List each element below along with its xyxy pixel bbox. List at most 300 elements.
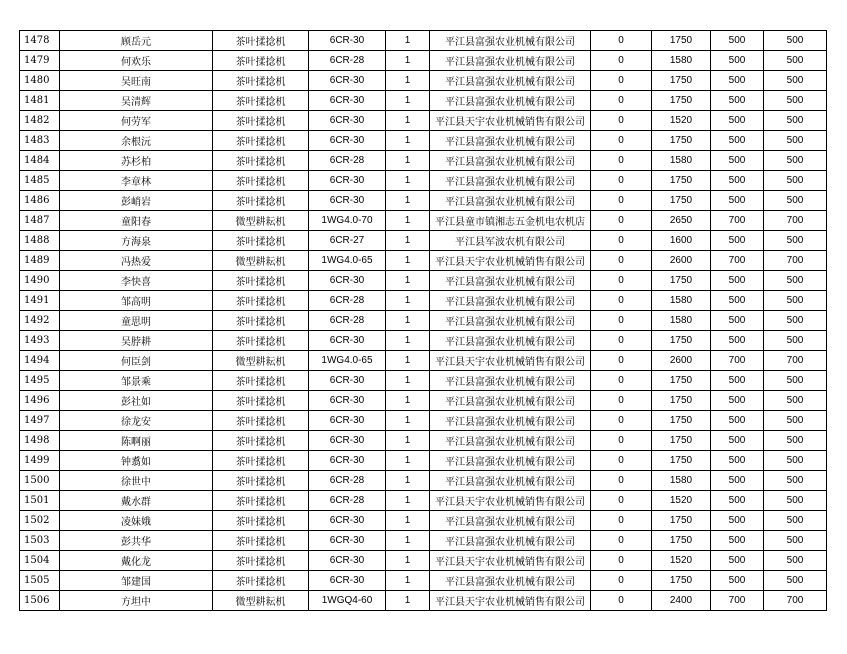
quantity-cell: 1 (386, 211, 430, 231)
table-row (20, 71, 827, 91)
value-cell-1: 0 (591, 191, 652, 211)
value-cell-1: 0 (591, 451, 652, 471)
applicant-name-cell: 陈啊丽 (60, 431, 213, 451)
row-id-cell: 1489 (20, 251, 60, 271)
row-id-cell: 1491 (20, 291, 60, 311)
value-cell-4: 500 (764, 171, 827, 191)
quantity-cell: 1 (386, 511, 430, 531)
value-cell-2: 1580 (652, 51, 711, 71)
dealer-cell: 平江县富强农业机械有限公司 (430, 271, 591, 291)
value-cell-4: 500 (764, 231, 827, 251)
value-cell-1: 0 (591, 511, 652, 531)
value-cell-1: 0 (591, 491, 652, 511)
value-cell-4: 500 (764, 271, 827, 291)
row-id-cell: 1495 (20, 371, 60, 391)
row-id-cell: 1505 (20, 571, 60, 591)
value-cell-4: 500 (764, 491, 827, 511)
value-cell-4: 500 (764, 531, 827, 551)
value-cell-3: 500 (711, 231, 764, 251)
value-cell-2: 1520 (652, 111, 711, 131)
value-cell-3: 500 (711, 551, 764, 571)
value-cell-4: 700 (764, 211, 827, 231)
machine-model-cell: 6CR-30 (309, 511, 386, 531)
value-cell-1: 0 (591, 591, 652, 611)
value-cell-3: 500 (711, 511, 764, 531)
row-id-cell: 1494 (20, 351, 60, 371)
dealer-cell: 平江县天宇农业机械销售有限公司 (430, 491, 591, 511)
value-cell-4: 500 (764, 571, 827, 591)
dealer-cell: 平江县天宇农业机械销售有限公司 (430, 251, 591, 271)
value-cell-1: 0 (591, 531, 652, 551)
machine-model-cell: 6CR-28 (309, 311, 386, 331)
applicant-name-cell: 彭峭岩 (60, 191, 213, 211)
value-cell-2: 1750 (652, 531, 711, 551)
machine-type-cell: 茶叶揉捻机 (213, 391, 309, 411)
quantity-cell: 1 (386, 91, 430, 111)
applicant-name-cell: 戴水群 (60, 491, 213, 511)
applicant-name-cell: 何欢乐 (60, 51, 213, 71)
value-cell-3: 500 (711, 471, 764, 491)
value-cell-3: 500 (711, 171, 764, 191)
table-row (20, 291, 827, 311)
value-cell-1: 0 (591, 471, 652, 491)
value-cell-1: 0 (591, 371, 652, 391)
dealer-cell: 平江县富强农业机械有限公司 (430, 331, 591, 351)
applicant-name-cell: 彭社如 (60, 391, 213, 411)
row-id-cell: 1490 (20, 271, 60, 291)
row-id-cell: 1481 (20, 91, 60, 111)
dealer-cell: 平江县天宇农业机械销售有限公司 (430, 351, 591, 371)
value-cell-3: 500 (711, 451, 764, 471)
quantity-cell: 1 (386, 71, 430, 91)
quantity-cell: 1 (386, 131, 430, 151)
dealer-cell: 平江县富强农业机械有限公司 (430, 431, 591, 451)
machine-model-cell: 1WGQ4-60 (309, 591, 386, 611)
value-cell-4: 500 (764, 391, 827, 411)
value-cell-3: 500 (711, 431, 764, 451)
value-cell-1: 0 (591, 551, 652, 571)
dealer-cell: 平江县富强农业机械有限公司 (430, 151, 591, 171)
quantity-cell: 1 (386, 271, 430, 291)
table-row (20, 271, 827, 291)
value-cell-1: 0 (591, 351, 652, 371)
value-cell-1: 0 (591, 151, 652, 171)
quantity-cell: 1 (386, 351, 430, 371)
value-cell-3: 700 (711, 591, 764, 611)
value-cell-2: 2600 (652, 251, 711, 271)
quantity-cell: 1 (386, 291, 430, 311)
value-cell-1: 0 (591, 31, 652, 51)
value-cell-1: 0 (591, 411, 652, 431)
machine-type-cell: 茶叶揉捻机 (213, 231, 309, 251)
value-cell-2: 1750 (652, 191, 711, 211)
value-cell-2: 1750 (652, 131, 711, 151)
machine-type-cell: 茶叶揉捻机 (213, 31, 309, 51)
value-cell-3: 500 (711, 31, 764, 51)
row-id-cell: 1497 (20, 411, 60, 431)
machine-type-cell: 茶叶揉捻机 (213, 371, 309, 391)
value-cell-4: 500 (764, 411, 827, 431)
value-cell-3: 500 (711, 391, 764, 411)
quantity-cell: 1 (386, 311, 430, 331)
applicant-name-cell: 余根沅 (60, 131, 213, 151)
value-cell-1: 0 (591, 331, 652, 351)
applicant-name-cell: 徐世中 (60, 471, 213, 491)
dealer-cell: 平江县富强农业机械有限公司 (430, 171, 591, 191)
machine-model-cell: 6CR-28 (309, 291, 386, 311)
value-cell-2: 2600 (652, 351, 711, 371)
table-row (20, 511, 827, 531)
machine-type-cell: 茶叶揉捻机 (213, 511, 309, 531)
value-cell-2: 1580 (652, 151, 711, 171)
row-id-cell: 1502 (20, 511, 60, 531)
value-cell-4: 500 (764, 371, 827, 391)
applicant-name-cell: 李快喜 (60, 271, 213, 291)
value-cell-1: 0 (591, 571, 652, 591)
value-cell-4: 700 (764, 351, 827, 371)
value-cell-4: 500 (764, 311, 827, 331)
applicant-name-cell: 方海泉 (60, 231, 213, 251)
quantity-cell: 1 (386, 551, 430, 571)
row-id-cell: 1496 (20, 391, 60, 411)
table-row (20, 311, 827, 331)
quantity-cell: 1 (386, 391, 430, 411)
quantity-cell: 1 (386, 591, 430, 611)
table-row (20, 451, 827, 471)
value-cell-2: 1750 (652, 71, 711, 91)
machine-model-cell: 6CR-30 (309, 451, 386, 471)
value-cell-4: 500 (764, 91, 827, 111)
value-cell-3: 500 (711, 191, 764, 211)
quantity-cell: 1 (386, 31, 430, 51)
table-row (20, 131, 827, 151)
machine-type-cell: 茶叶揉捻机 (213, 151, 309, 171)
machine-type-cell: 茶叶揉捻机 (213, 191, 309, 211)
dealer-cell: 平江县童市镇湘志五金机电农机店 (430, 211, 591, 231)
row-id-cell: 1500 (20, 471, 60, 491)
value-cell-2: 1520 (652, 551, 711, 571)
table-row (20, 371, 827, 391)
machine-type-cell: 茶叶揉捻机 (213, 471, 309, 491)
machine-type-cell: 茶叶揉捻机 (213, 291, 309, 311)
value-cell-2: 2400 (652, 591, 711, 611)
row-id-cell: 1499 (20, 451, 60, 471)
value-cell-4: 700 (764, 251, 827, 271)
applicant-name-cell: 童思明 (60, 311, 213, 331)
value-cell-2: 1750 (652, 571, 711, 591)
machine-model-cell: 6CR-30 (309, 411, 386, 431)
dealer-cell: 平江县天宇农业机械销售有限公司 (430, 111, 591, 131)
value-cell-4: 500 (764, 31, 827, 51)
machine-model-cell: 6CR-30 (309, 531, 386, 551)
value-cell-3: 500 (711, 71, 764, 91)
value-cell-1: 0 (591, 131, 652, 151)
dealer-cell: 平江县富强农业机械有限公司 (430, 391, 591, 411)
value-cell-4: 500 (764, 151, 827, 171)
value-cell-4: 500 (764, 431, 827, 451)
dealer-cell: 平江县富强农业机械有限公司 (430, 451, 591, 471)
row-id-cell: 1482 (20, 111, 60, 131)
value-cell-1: 0 (591, 431, 652, 451)
machine-type-cell: 茶叶揉捻机 (213, 51, 309, 71)
machine-type-cell: 茶叶揉捻机 (213, 491, 309, 511)
table-row (20, 51, 827, 71)
value-cell-1: 0 (591, 51, 652, 71)
value-cell-3: 500 (711, 331, 764, 351)
applicant-name-cell: 邹高明 (60, 291, 213, 311)
table-row (20, 91, 827, 111)
table-row (20, 171, 827, 191)
value-cell-3: 500 (711, 271, 764, 291)
quantity-cell: 1 (386, 171, 430, 191)
table-row (20, 111, 827, 131)
quantity-cell: 1 (386, 231, 430, 251)
machine-type-cell: 茶叶揉捻机 (213, 91, 309, 111)
machine-type-cell: 茶叶揉捻机 (213, 551, 309, 571)
value-cell-1: 0 (591, 271, 652, 291)
value-cell-1: 0 (591, 311, 652, 331)
value-cell-1: 0 (591, 171, 652, 191)
table-row (20, 391, 827, 411)
dealer-cell: 平江县富强农业机械有限公司 (430, 131, 591, 151)
value-cell-2: 1750 (652, 331, 711, 351)
applicant-name-cell: 何劳军 (60, 111, 213, 131)
value-cell-3: 500 (711, 111, 764, 131)
applicant-name-cell: 方坦中 (60, 591, 213, 611)
dealer-cell: 平江县富强农业机械有限公司 (430, 291, 591, 311)
table-row (20, 551, 827, 571)
table-row (20, 531, 827, 551)
quantity-cell: 1 (386, 471, 430, 491)
applicant-name-cell: 吴旺南 (60, 71, 213, 91)
machine-model-cell: 6CR-30 (309, 551, 386, 571)
quantity-cell: 1 (386, 491, 430, 511)
machine-type-cell: 微型耕耘机 (213, 211, 309, 231)
value-cell-2: 1750 (652, 271, 711, 291)
applicant-name-cell: 邹建国 (60, 571, 213, 591)
machine-model-cell: 1WG4.0-65 (309, 251, 386, 271)
dealer-cell: 平江县富强农业机械有限公司 (430, 191, 591, 211)
machine-type-cell: 茶叶揉捻机 (213, 451, 309, 471)
row-id-cell: 1483 (20, 131, 60, 151)
value-cell-4: 500 (764, 551, 827, 571)
dealer-cell: 平江县富强农业机械有限公司 (430, 91, 591, 111)
table-row (20, 251, 827, 271)
machine-model-cell: 6CR-28 (309, 151, 386, 171)
quantity-cell: 1 (386, 151, 430, 171)
value-cell-3: 700 (711, 251, 764, 271)
row-id-cell: 1478 (20, 31, 60, 51)
dealer-cell: 平江县富强农业机械有限公司 (430, 71, 591, 91)
machine-model-cell: 6CR-30 (309, 391, 386, 411)
machine-model-cell: 6CR-30 (309, 431, 386, 451)
machine-type-cell: 茶叶揉捻机 (213, 271, 309, 291)
applicant-name-cell: 彭共华 (60, 531, 213, 551)
machine-type-cell: 茶叶揉捻机 (213, 311, 309, 331)
machine-type-cell: 茶叶揉捻机 (213, 331, 309, 351)
row-id-cell: 1486 (20, 191, 60, 211)
applicant-name-cell: 童阳春 (60, 211, 213, 231)
quantity-cell: 1 (386, 571, 430, 591)
row-id-cell: 1493 (20, 331, 60, 351)
applicant-name-cell: 李章林 (60, 171, 213, 191)
table-row (20, 151, 827, 171)
value-cell-3: 500 (711, 531, 764, 551)
applicant-name-cell: 徐龙安 (60, 411, 213, 431)
value-cell-2: 1750 (652, 91, 711, 111)
dealer-cell: 平江县富强农业机械有限公司 (430, 511, 591, 531)
dealer-cell: 平江县富强农业机械有限公司 (430, 311, 591, 331)
table-row (20, 571, 827, 591)
dealer-cell: 平江县天宇农业机械销售有限公司 (430, 551, 591, 571)
row-id-cell: 1506 (20, 591, 60, 611)
subsidy-table (19, 30, 827, 611)
table-row (20, 411, 827, 431)
table-row (20, 331, 827, 351)
value-cell-3: 700 (711, 211, 764, 231)
dealer-cell: 平江县天宇农业机械销售有限公司 (430, 591, 591, 611)
value-cell-4: 500 (764, 331, 827, 351)
value-cell-3: 500 (711, 151, 764, 171)
value-cell-3: 500 (711, 51, 764, 71)
value-cell-2: 1750 (652, 431, 711, 451)
dealer-cell: 平江县富强农业机械有限公司 (430, 471, 591, 491)
table-body (20, 31, 827, 611)
machine-model-cell: 6CR-30 (309, 91, 386, 111)
row-id-cell: 1501 (20, 491, 60, 511)
value-cell-4: 500 (764, 511, 827, 531)
dealer-cell: 平江县富强农业机械有限公司 (430, 411, 591, 431)
value-cell-4: 500 (764, 131, 827, 151)
dealer-cell: 平江县富强农业机械有限公司 (430, 571, 591, 591)
value-cell-2: 1750 (652, 391, 711, 411)
row-id-cell: 1480 (20, 71, 60, 91)
machine-type-cell: 茶叶揉捻机 (213, 411, 309, 431)
machine-model-cell: 6CR-30 (309, 191, 386, 211)
value-cell-2: 1520 (652, 491, 711, 511)
machine-model-cell: 1WG4.0-70 (309, 211, 386, 231)
machine-model-cell: 6CR-30 (309, 171, 386, 191)
row-id-cell: 1479 (20, 51, 60, 71)
row-id-cell: 1488 (20, 231, 60, 251)
machine-model-cell: 6CR-27 (309, 231, 386, 251)
value-cell-1: 0 (591, 111, 652, 131)
machine-model-cell: 6CR-30 (309, 571, 386, 591)
value-cell-2: 1750 (652, 411, 711, 431)
value-cell-4: 500 (764, 51, 827, 71)
quantity-cell: 1 (386, 451, 430, 471)
value-cell-1: 0 (591, 391, 652, 411)
machine-model-cell: 6CR-30 (309, 371, 386, 391)
value-cell-2: 1750 (652, 171, 711, 191)
applicant-name-cell: 凌妹娥 (60, 511, 213, 531)
quantity-cell: 1 (386, 431, 430, 451)
value-cell-1: 0 (591, 231, 652, 251)
machine-model-cell: 6CR-28 (309, 51, 386, 71)
row-id-cell: 1492 (20, 311, 60, 331)
dealer-cell: 平江县富强农业机械有限公司 (430, 371, 591, 391)
quantity-cell: 1 (386, 191, 430, 211)
value-cell-4: 500 (764, 71, 827, 91)
dealer-cell: 平江县军波农机有限公司 (430, 231, 591, 251)
value-cell-2: 1580 (652, 471, 711, 491)
quantity-cell: 1 (386, 331, 430, 351)
value-cell-4: 700 (764, 591, 827, 611)
value-cell-1: 0 (591, 91, 652, 111)
value-cell-2: 2650 (652, 211, 711, 231)
applicant-name-cell: 何臣剑 (60, 351, 213, 371)
applicant-name-cell: 钟翥如 (60, 451, 213, 471)
row-id-cell: 1503 (20, 531, 60, 551)
value-cell-3: 500 (711, 491, 764, 511)
machine-model-cell: 6CR-28 (309, 491, 386, 511)
machine-model-cell: 6CR-30 (309, 111, 386, 131)
dealer-cell: 平江县富强农业机械有限公司 (430, 31, 591, 51)
value-cell-1: 0 (591, 291, 652, 311)
row-id-cell: 1498 (20, 431, 60, 451)
value-cell-1: 0 (591, 251, 652, 271)
applicant-name-cell: 吴清辉 (60, 91, 213, 111)
machine-model-cell: 1WG4.0-65 (309, 351, 386, 371)
machine-type-cell: 茶叶揉捻机 (213, 71, 309, 91)
applicant-name-cell: 冯热爱 (60, 251, 213, 271)
row-id-cell: 1504 (20, 551, 60, 571)
applicant-name-cell: 顾岳元 (60, 31, 213, 51)
table-row (20, 231, 827, 251)
value-cell-4: 500 (764, 471, 827, 491)
table-row (20, 191, 827, 211)
quantity-cell: 1 (386, 111, 430, 131)
value-cell-3: 500 (711, 411, 764, 431)
value-cell-2: 1750 (652, 511, 711, 531)
machine-type-cell: 茶叶揉捻机 (213, 131, 309, 151)
row-id-cell: 1485 (20, 171, 60, 191)
quantity-cell: 1 (386, 531, 430, 551)
value-cell-2: 1600 (652, 231, 711, 251)
value-cell-1: 0 (591, 71, 652, 91)
value-cell-3: 500 (711, 91, 764, 111)
machine-model-cell: 6CR-30 (309, 71, 386, 91)
value-cell-3: 500 (711, 571, 764, 591)
dealer-cell: 平江县富强农业机械有限公司 (430, 531, 591, 551)
table-row (20, 491, 827, 511)
value-cell-4: 500 (764, 111, 827, 131)
applicant-name-cell: 吴脖耕 (60, 331, 213, 351)
machine-model-cell: 6CR-30 (309, 331, 386, 351)
value-cell-4: 500 (764, 191, 827, 211)
machine-model-cell: 6CR-30 (309, 271, 386, 291)
value-cell-3: 500 (711, 371, 764, 391)
row-id-cell: 1484 (20, 151, 60, 171)
applicant-name-cell: 邹景乘 (60, 371, 213, 391)
dealer-cell: 平江县富强农业机械有限公司 (430, 51, 591, 71)
value-cell-4: 500 (764, 451, 827, 471)
table-row (20, 31, 827, 51)
table-row (20, 591, 827, 611)
value-cell-1: 0 (591, 211, 652, 231)
machine-model-cell: 6CR-28 (309, 471, 386, 491)
applicant-name-cell: 戴化龙 (60, 551, 213, 571)
table-row (20, 431, 827, 451)
machine-model-cell: 6CR-30 (309, 31, 386, 51)
quantity-cell: 1 (386, 411, 430, 431)
table-row (20, 211, 827, 231)
quantity-cell: 1 (386, 371, 430, 391)
machine-type-cell: 茶叶揉捻机 (213, 431, 309, 451)
value-cell-4: 500 (764, 291, 827, 311)
quantity-cell: 1 (386, 251, 430, 271)
value-cell-3: 700 (711, 351, 764, 371)
